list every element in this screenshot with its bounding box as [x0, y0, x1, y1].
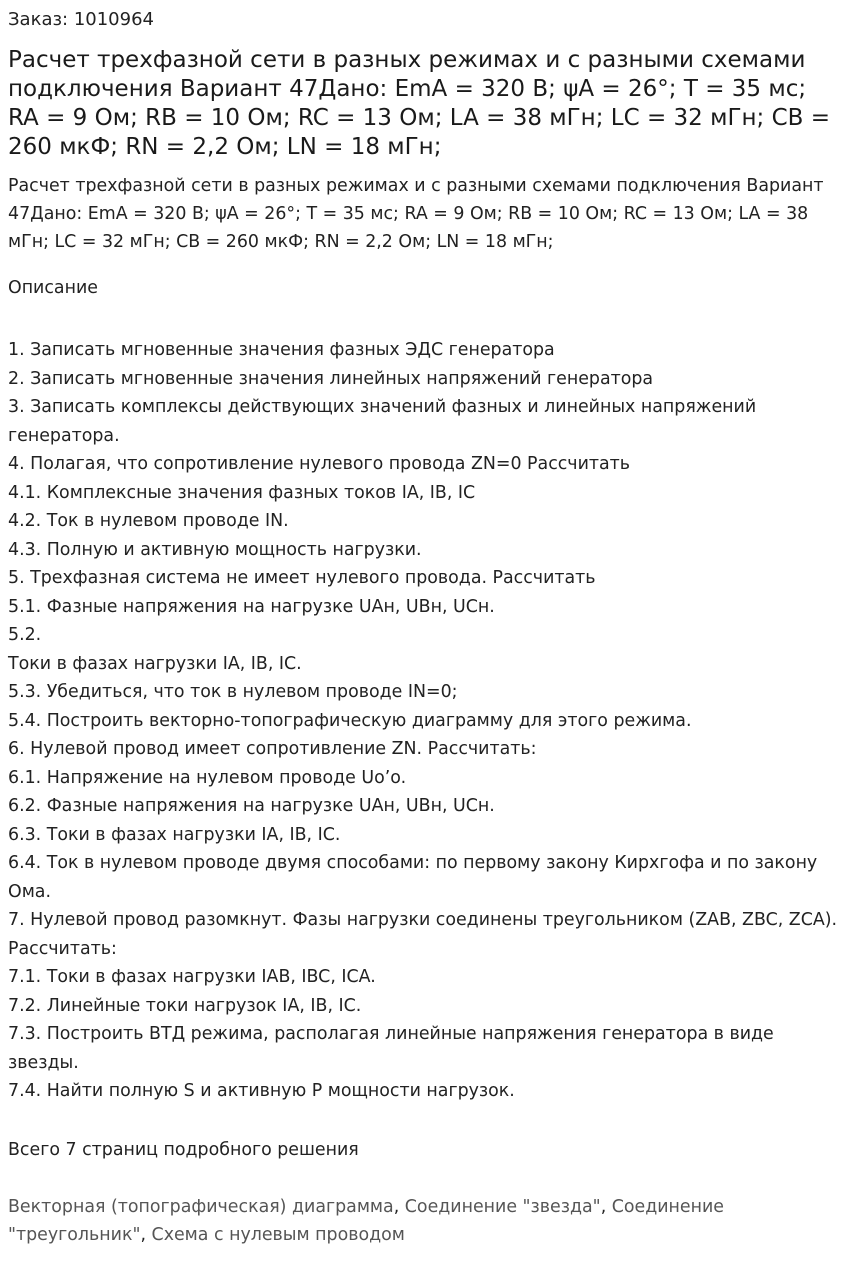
- tag-link-vector-diagram[interactable]: Векторная (топографическая) диаграмма: [8, 1196, 394, 1217]
- task-item: 4.3. Полную и активную мощность нагрузки.: [8, 539, 422, 560]
- task-item: 4. Полагая, что сопротивление нулевого провода ZN=0 Рассчитать: [8, 454, 631, 474]
- summary-text: Расчет трехфазной сети в разных режимах и с разными схемами подключения Вариант 47Дано: EmA = 320 В; ψA = 26°; T = 35 мс; RA = 9 Ом; RB = 10 Ом; RC = 13 Ом; LA = 38 мГн; LC = 32 мГн; CB = 260 мкФ; RN = 2,2 Ом; LN = 18 мГн;: [8, 176, 824, 252]
- task-item: 4.1. Комплексные значения фазных токов IA, IB, IC: [8, 482, 476, 503]
- task-item: 5.3. Убедиться, что ток в нулевом проводе IN=0;: [8, 682, 458, 702]
- task-item: 5. Трехфазная система не имеет нулевого провода. Рассчитать: [8, 568, 596, 588]
- order-number: Заказ: 1010964: [8, 9, 154, 30]
- tag-link-neutral-wire-scheme[interactable]: Схема с нулевым проводом: [151, 1224, 405, 1245]
- task-item: 2. Записать мгновенные значения линейных напряжений генератора: [8, 368, 654, 389]
- task-item: 5.1. Фазные напряжения на нагрузке UAн, UBн, UCн.: [8, 596, 495, 617]
- tag-list: [8, 1193, 839, 1249]
- task-item: 7.1. Токи в фазах нагрузки IAB, IBC, ICA.: [8, 967, 376, 987]
- tag-link-delta-connection[interactable]: Соединение "треугольник": [8, 1196, 724, 1245]
- task-item: 5.2.: [8, 625, 42, 645]
- task-list: [8, 336, 839, 1106]
- task-item: 7.2. Линейные токи нагрузок IA, IB, IC.: [8, 995, 362, 1016]
- task-item: 6.1. Напряжение на нулевом проводе Uo’o.: [8, 767, 407, 788]
- task-item: 6.3. Токи в фазах нагрузки IA, IB, IC.: [8, 824, 341, 845]
- tag-separator: ,: [140, 1224, 152, 1245]
- task-item: 6. Нулевой провод имеет сопротивление ZN. Рассчитать:: [8, 739, 537, 759]
- task-item: 4.2. Ток в нулевом проводе IN.: [8, 511, 289, 531]
- task-item: 7.4. Найти полную S и активную P мощности нагрузок.: [8, 1081, 515, 1101]
- page-title: Расчет трехфазной сети в разных режимах и с разными схемами подключения Вариант 47Дано: EmA = 320 В; ψA = 26°; T = 35 мс; RA = 9 Ом; RB = 10 Ом; RC = 13 Ом; LA = 38 мГн; LC = 32 мГн; CB = 260 мкФ; RN = 2,2 Ом; LN = 18 мГн;: [8, 47, 831, 160]
- task-item: 7.3. Построить ВТД режима, располагая линейные напряжения генератора в виде звезды.: [8, 1024, 774, 1073]
- tag-link-star-connection[interactable]: Соединение "звезда": [404, 1196, 601, 1217]
- task-item: 6.4. Ток в нулевом проводе двумя способами: по первому закону Кирхгофа и по закону Ома.: [8, 853, 818, 902]
- tag-separator: ,: [393, 1196, 405, 1217]
- tag-separator: ,: [600, 1196, 612, 1217]
- task-item: 5.4. Построить векторно-топографическую диаграмму для этого режима.: [8, 710, 692, 731]
- task-item: 7. Нулевой провод разомкнут. Фазы нагрузки соединены треугольником (ZAB, ZBC, ZCA). Рассчитать:: [8, 910, 838, 959]
- task-item: 6.2. Фазные напряжения на нагрузке UAн, UBн, UCн.: [8, 796, 495, 816]
- description-heading: Описание: [8, 278, 98, 298]
- pages-count-note: Всего 7 страниц подробного решения: [8, 1139, 359, 1160]
- task-item: 1. Записать мгновенные значения фазных ЭДС генератора: [8, 340, 555, 360]
- task-item: 3. Записать комплексы действующих значений фазных и линейных напряжений генератора.: [8, 397, 757, 446]
- task-item: Токи в фазах нагрузки IA, IB, IC.: [8, 653, 302, 674]
